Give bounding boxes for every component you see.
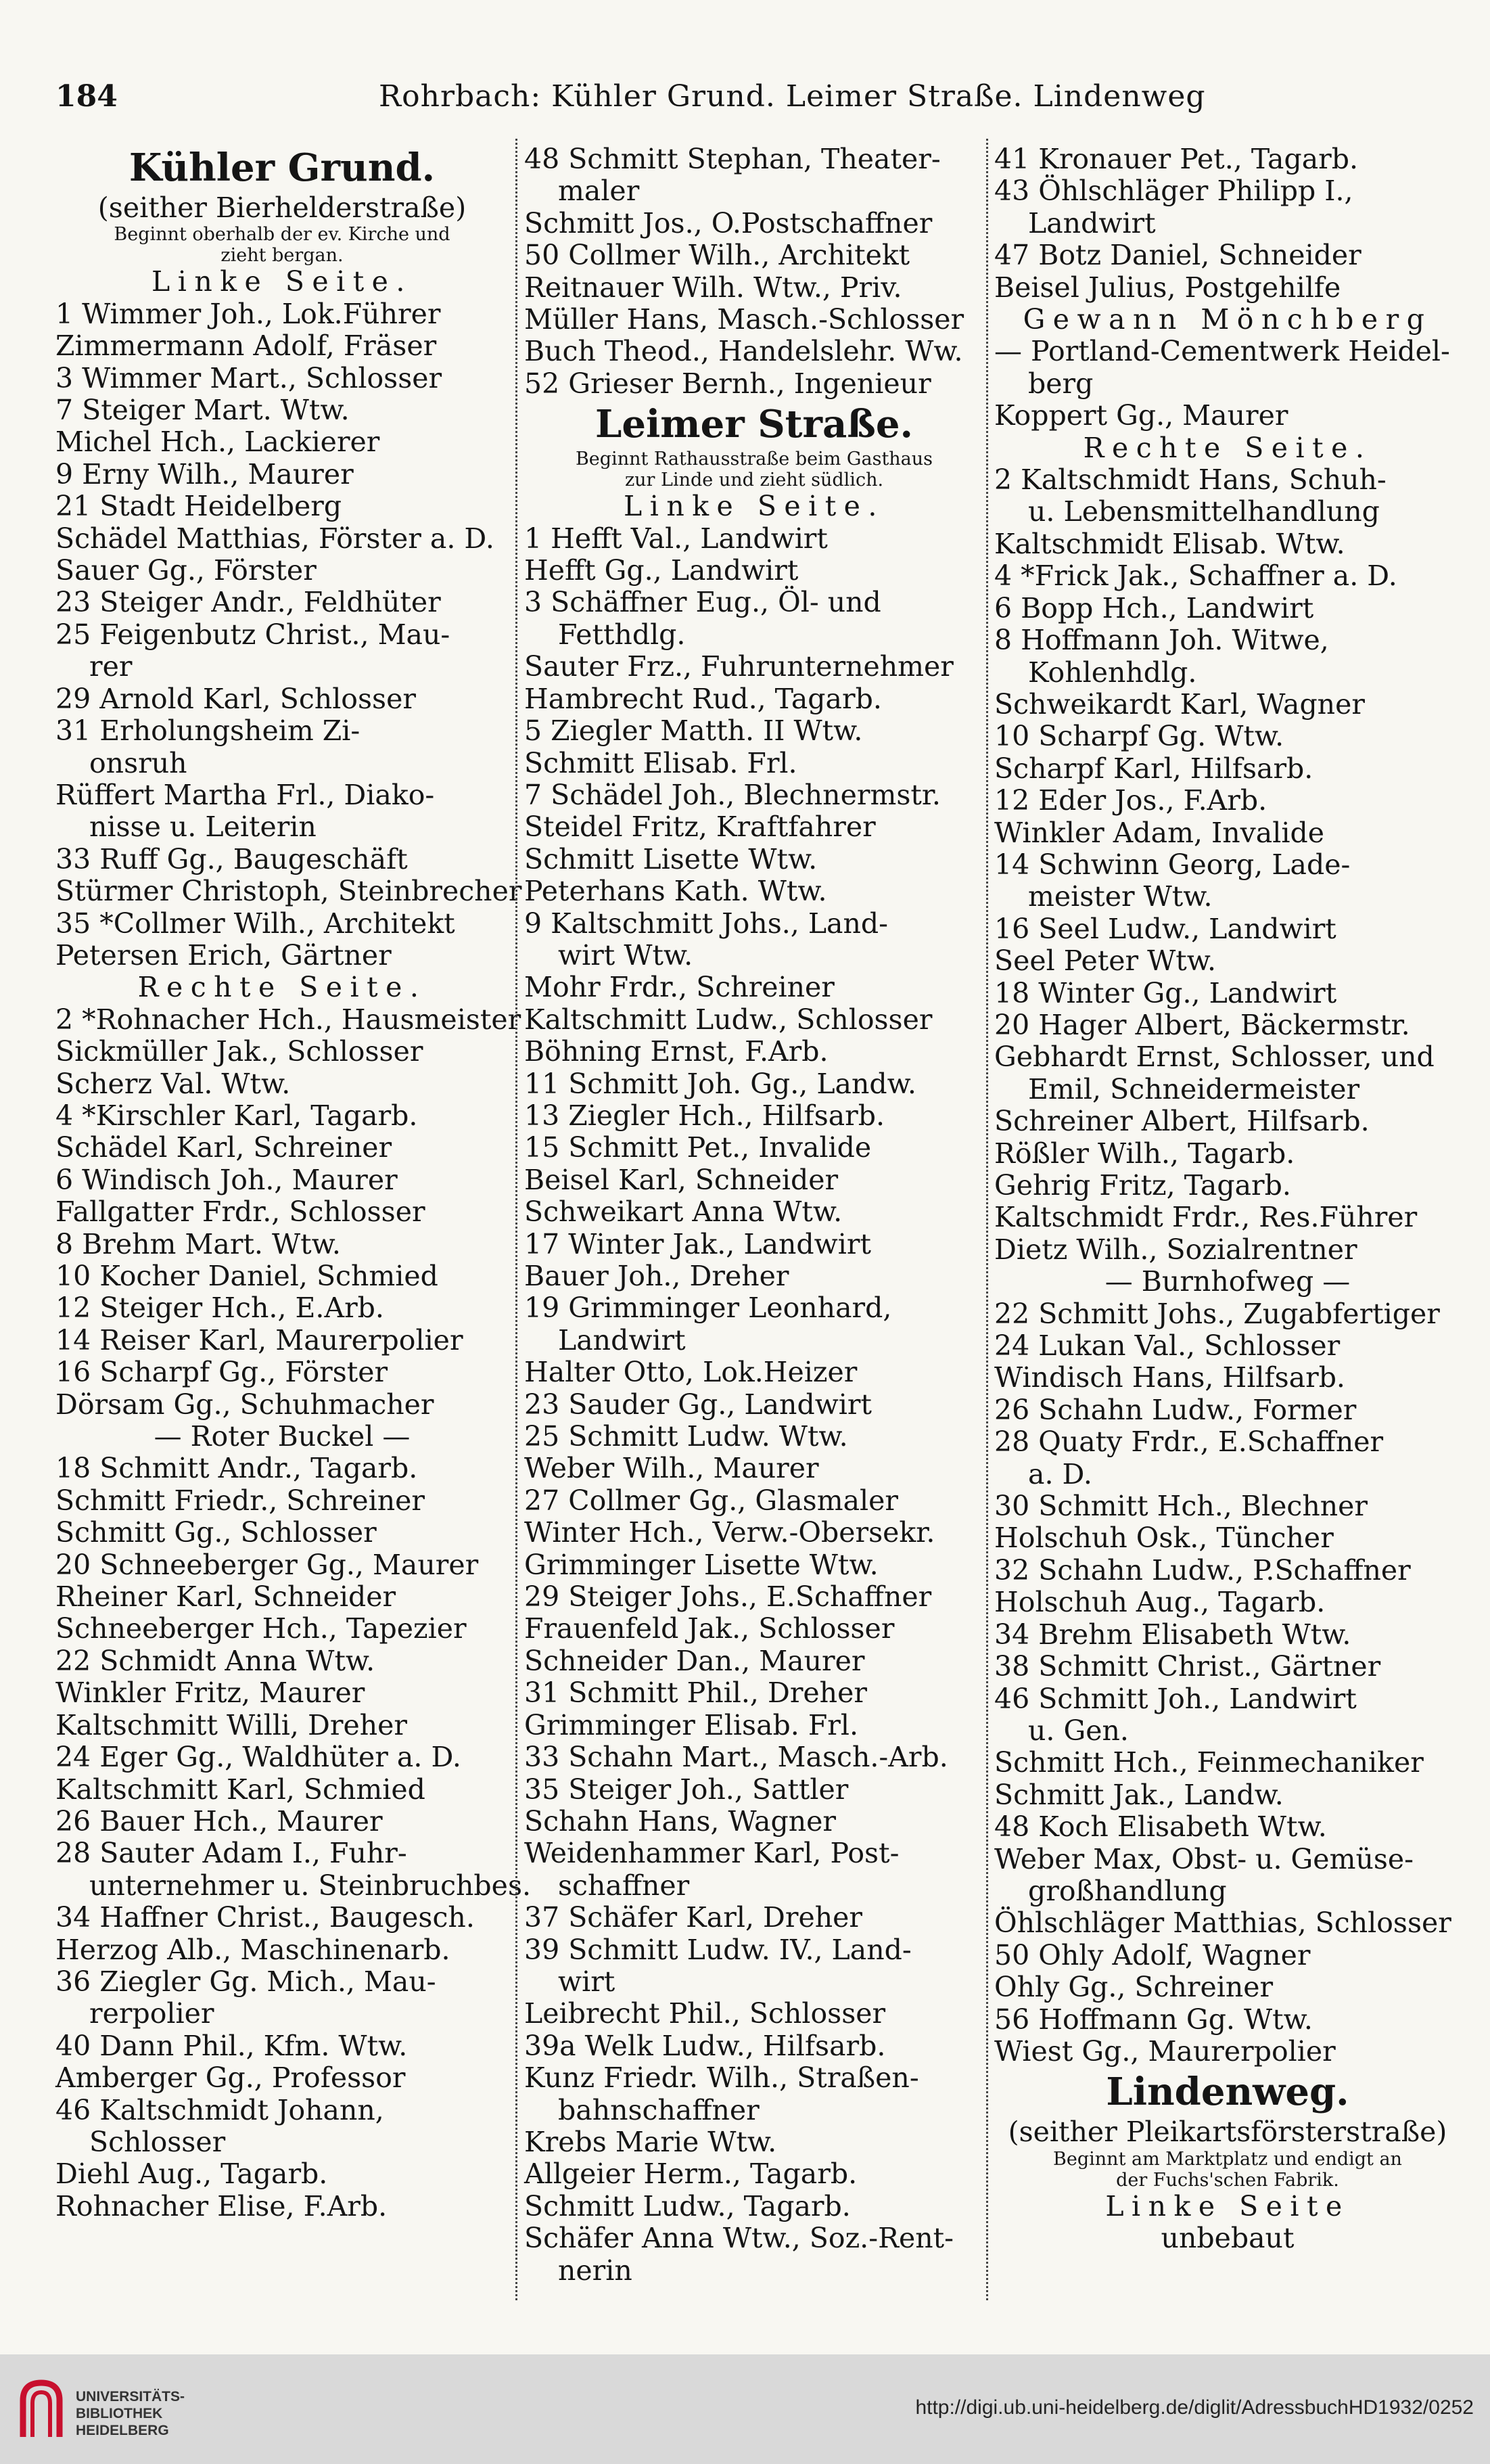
entry-line: Herzog Alb., Maschinenarb. — [55, 1933, 450, 1966]
entry-line: 10 Kocher Daniel, Schmied — [55, 1260, 438, 1292]
entry-continuation: nisse u. Leiterin — [89, 811, 317, 844]
entry-line: Scharpf Karl, Hilfsarb. — [994, 752, 1313, 785]
entry-line: 1 Hefft Val., Landwirt — [524, 522, 828, 555]
entry-line: Krebs Marie Wtw. — [524, 2125, 777, 2158]
entry-line: Koppert Gg., Maurer — [994, 399, 1288, 432]
entry-line: 3 Schäffner Eug., Öl- und — [524, 586, 881, 619]
entry-line: Schmitt Hch., Feinmechaniker — [994, 1746, 1424, 1779]
entry-line: 33 Ruff Gg., Baugeschäft — [55, 842, 408, 875]
entry-line: 9 Kaltschmitt Johs., Land- — [524, 907, 889, 940]
entry-line: 6 Bopp Hch., Landwirt — [994, 591, 1314, 624]
entry-line: Weber Max, Obst- u. Gemüse- — [994, 1842, 1414, 1875]
entry-line: 1 Wimmer Joh., Lok.Führer — [55, 297, 441, 330]
entry-continuation: berg — [1028, 367, 1094, 400]
entry-line: 28 Sauter Adam I., Fuhr- — [55, 1837, 407, 1870]
entry-line: Grimminger Elisab. Frl. — [524, 1708, 859, 1741]
entry-continuation: maler — [558, 175, 640, 208]
entry-line: Schmitt Jak., Landw. — [994, 1778, 1284, 1811]
entry-line: Schäfer Anna Wtw., Soz.-Rent- — [524, 2222, 954, 2255]
subheading: unbebaut — [1161, 2222, 1295, 2255]
entry-line: 34 Brehm Elisabeth Wtw. — [994, 1618, 1351, 1651]
entry-line: Allgeier Herm., Tagarb. — [524, 2158, 858, 2191]
entry-line: 18 Winter Gg., Landwirt — [994, 976, 1337, 1009]
entry-line: 32 Schahn Ludw., P.Schaffner — [994, 1553, 1411, 1587]
entry-line: Mohr Frdr., Schreiner — [524, 971, 835, 1004]
entry-line: 25 Schmitt Ludw. Wtw. — [524, 1420, 848, 1453]
street-description: zur Linde und zieht südlich. — [624, 470, 884, 491]
entry-line: Kaltschmitt Karl, Schmied — [55, 1773, 425, 1806]
entry-line: 9 Erny Wilh., Maurer — [55, 457, 354, 490]
street-description: Beginnt oberhalb der ev. Kirche und — [114, 224, 450, 246]
entry-line: Winkler Fritz, Maurer — [55, 1676, 365, 1710]
entry-line: 48 Koch Elisabeth Wtw. — [994, 1810, 1327, 1844]
entry-line: 48 Schmitt Stephan, Theater- — [524, 143, 941, 175]
entry-line: 52 Grieser Bernh., Ingenieur — [524, 367, 931, 400]
entry-line: 34 Haffner Christ., Baugesch. — [55, 1901, 475, 1934]
entry-line: Sickmüller Jak., Schlosser — [55, 1035, 423, 1068]
entry-line: 20 Schneeberger Gg., Maurer — [55, 1548, 479, 1581]
entry-continuation: unternehmer u. Steinbruchbes. — [89, 1869, 532, 1902]
entry-line: 10 Scharpf Gg. Wtw. — [994, 720, 1284, 753]
entry-continuation: u. Lebensmittelhandlung — [1028, 495, 1380, 528]
entry-line: Windisch Hans, Hilfsarb. — [994, 1361, 1345, 1394]
entry-line: Schmitt Friedr., Schreiner — [55, 1484, 425, 1517]
entry-line: 22 Schmidt Anna Wtw. — [55, 1644, 375, 1677]
entry-line: — Portland-Cementwerk Heidel- — [994, 335, 1450, 368]
entry-line: 14 Schwinn Georg, Lade- — [994, 848, 1351, 881]
entry-line: 37 Schäfer Karl, Dreher — [524, 1901, 863, 1934]
entry-line: Gebhardt Ernst, Schlosser, und — [994, 1041, 1435, 1074]
entry-line: Böhning Ernst, F.Arb. — [524, 1035, 829, 1068]
entry-line: 22 Schmitt Johs., Zugabfertiger — [994, 1297, 1440, 1330]
entry-line: Kaltschmitt Willi, Dreher — [55, 1708, 407, 1741]
section-heading: Rechte Seite. — [137, 971, 427, 1004]
entry-continuation: schaffner — [558, 1869, 690, 1902]
entry-line: Amberger Gg., Professor — [55, 2061, 406, 2095]
entry-line: Ohly Gg., Schreiner — [994, 1971, 1274, 2004]
entry-line: 18 Schmitt Andr., Tagarb. — [55, 1452, 418, 1485]
entry-line: 11 Schmitt Joh. Gg., Landw. — [524, 1067, 916, 1100]
entry-line: 29 Steiger Johs., E.Schaffner — [524, 1580, 932, 1614]
entry-line: 36 Ziegler Gg. Mich., Mau- — [55, 1965, 436, 1998]
entry-line: 15 Schmitt Pet., Invalide — [524, 1131, 872, 1164]
entry-line: 41 Kronauer Pet., Tagarb. — [994, 143, 1359, 175]
entry-line: 4 *Kirschler Karl, Tagarb. — [55, 1099, 418, 1132]
entry-line: Schahn Hans, Wagner — [524, 1804, 836, 1838]
entry-continuation: u. Gen. — [1028, 1714, 1129, 1747]
entry-line: 46 Kaltschmidt Johann, — [55, 2093, 384, 2126]
entry-line: 2 Kaltschmidt Hans, Schuh- — [994, 463, 1387, 497]
entry-line: Winter Hch., Verw.-Obersekr. — [524, 1516, 935, 1549]
entry-line: 25 Feigenbutz Christ., Mau- — [55, 618, 450, 651]
entry-line: 6 Windisch Joh., Maurer — [55, 1163, 398, 1196]
street-title: Leimer Straße. — [595, 402, 913, 447]
library-name-line2: BIBLIOTHEK — [76, 2406, 163, 2421]
entry-line: 23 Steiger Andr., Feldhüter — [55, 586, 441, 619]
entry-line: Petersen Erich, Gärtner — [55, 938, 392, 972]
entry-continuation: wirt — [558, 1965, 615, 1998]
entry-line: Schädel Matthias, Förster a. D. — [55, 522, 494, 555]
entry-line: Rüffert Martha Frl., Diako- — [55, 778, 435, 811]
entry-line: Wiest Gg., Maurerpolier — [994, 2034, 1336, 2068]
entry-continuation: Landwirt — [558, 1323, 686, 1356]
entry-line: Beisel Julius, Postgehilfe — [994, 271, 1341, 304]
entry-line: Sauer Gg., Förster — [55, 554, 317, 587]
entry-line: Halter Otto, Lok.Heizer — [524, 1356, 858, 1389]
entry-line: Zimmermann Adolf, Fräser — [55, 329, 437, 363]
entry-line: 50 Ohly Adolf, Wagner — [994, 1938, 1311, 1971]
entry-line: 30 Schmitt Hch., Blechner — [994, 1490, 1368, 1523]
entry-continuation: Landwirt — [1028, 206, 1156, 239]
entry-continuation: wirt Wtw. — [558, 938, 693, 972]
entry-line: Frauenfeld Jak., Schlosser — [524, 1612, 895, 1645]
entry-line: 7 Schädel Joh., Blechnermstr. — [524, 778, 941, 811]
entry-line: 19 Grimminger Leonhard, — [524, 1292, 892, 1325]
entry-line: 4 *Frick Jak., Schaffner a. D. — [994, 560, 1397, 593]
column-divider-right — [986, 139, 988, 2300]
entry-line: 12 Eder Jos., F.Arb. — [994, 784, 1267, 817]
entry-line: Schmitt Elisab. Frl. — [524, 746, 797, 779]
entry-line: Seel Peter Wtw. — [994, 944, 1217, 978]
entry-line: Kunz Friedr. Wilh., Straßen- — [524, 2061, 919, 2095]
viewer-footer — [0, 2354, 1490, 2464]
entry-line: Müller Hans, Masch.-Schlosser — [524, 303, 964, 336]
entry-line: Schweikardt Karl, Wagner — [994, 687, 1365, 721]
entry-line: 12 Steiger Hch., E.Arb. — [55, 1292, 384, 1325]
library-name-line1: UNIVERSITÄTS- — [76, 2389, 185, 2404]
entry-continuation: nerin — [558, 2254, 632, 2287]
entry-line: 31 Schmitt Phil., Dreher — [524, 1676, 867, 1710]
entry-line: Weber Wilh., Maurer — [524, 1452, 819, 1485]
entry-line: 24 Eger Gg., Waldhüter a. D. — [55, 1741, 461, 1774]
running-head: Rohrbach: Kühler Grund. Leimer Straße. Lindenweg — [379, 79, 1206, 114]
section-heading: Linke Seite. — [152, 265, 413, 298]
entry-continuation: Fetthdlg. — [558, 618, 686, 651]
source-url-link[interactable]: http://digi.ub.uni-heidelberg.de/diglit/AdressbuchHD1932/0252 — [915, 2396, 1474, 2419]
entry-line: Leibrecht Phil., Schlosser — [524, 1997, 886, 2030]
entry-line: 21 Stadt Heidelberg — [55, 490, 342, 523]
subheading: (seither Bierhelderstraße) — [97, 191, 467, 224]
entry-line: Gehrig Fritz, Tagarb. — [994, 1169, 1291, 1202]
entry-line: Buch Theod., Handelslehr. Ww. — [524, 335, 963, 368]
entry-line: 43 Öhlschläger Philipp I., — [994, 175, 1353, 208]
entry-line: Schweikart Anna Wtw. — [524, 1195, 843, 1229]
entry-line: Grimminger Lisette Wtw. — [524, 1548, 879, 1581]
street-description: zieht bergan. — [220, 245, 344, 267]
entry-line: 39a Welk Ludw., Hilfsarb. — [524, 2029, 886, 2062]
entry-line: Schneider Dan., Maurer — [524, 1644, 865, 1677]
entry-line: 26 Schahn Ludw., Former — [994, 1393, 1357, 1426]
entry-line: Diehl Aug., Tagarb. — [55, 2158, 328, 2191]
entry-continuation: onsruh — [89, 746, 187, 779]
entry-line: 50 Collmer Wilh., Architekt — [524, 239, 910, 272]
entry-line: 16 Scharpf Gg., Förster — [55, 1356, 388, 1389]
column-middle — [524, 143, 984, 2287]
street-description: der Fuchs'schen Fabrik. — [1116, 2169, 1339, 2191]
entry-line: 26 Bauer Hch., Maurer — [55, 1804, 383, 1838]
subheading: (seither Pleikartsförsterstraße) — [1008, 2116, 1447, 2149]
entry-line: Kaltschmitt Ludw., Schlosser — [524, 1003, 933, 1036]
entry-line: 8 Hoffmann Joh. Witwe, — [994, 624, 1329, 657]
entry-line: Schmitt Ludw., Tagarb. — [524, 2189, 851, 2222]
column-right — [994, 143, 1461, 2255]
entry-line: 13 Ziegler Hch., Hilfsarb. — [524, 1099, 885, 1132]
entry-line: Winkler Adam, Invalide — [994, 816, 1324, 849]
street-description: Beginnt am Marktplatz und endigt an — [1053, 2148, 1402, 2170]
entry-line: Sauter Frz., Fuhrunternehmer — [524, 650, 954, 683]
column-left — [55, 143, 532, 2222]
entry-continuation: meister Wtw. — [1028, 880, 1213, 913]
entry-continuation: bahnschaffner — [558, 2093, 760, 2126]
entry-line: 20 Hager Albert, Bäckermstr. — [994, 1008, 1410, 1041]
entry-line: 16 Seel Ludw., Landwirt — [994, 912, 1336, 945]
entry-line: Weidenhammer Karl, Post- — [524, 1837, 900, 1870]
entry-line: Rohnacher Elise, F.Arb. — [55, 2189, 388, 2222]
university-library-logo-icon — [18, 2377, 65, 2442]
entry-line: Hambrecht Rud., Tagarb. — [524, 682, 882, 715]
entry-line: Schmitt Jos., O.Postschaffner — [524, 206, 933, 239]
entry-line: Schneeberger Hch., Tapezier — [55, 1612, 467, 1645]
entry-line: Bauer Joh., Dreher — [524, 1260, 789, 1292]
entry-continuation: großhandlung — [1028, 1874, 1227, 1907]
entry-line: Scherz Val. Wtw. — [55, 1067, 291, 1100]
subheading: — Roter Buckel — — [154, 1420, 411, 1453]
library-name-line3: HEIDELBERG — [76, 2423, 169, 2438]
column-divider-left — [515, 139, 517, 2300]
entry-line: Kaltschmidt Frdr., Res.Führer — [994, 1201, 1418, 1234]
page-number: 184 — [55, 79, 118, 114]
section-heading: Linke Seite — [1105, 2189, 1350, 2222]
entry-line: Steidel Fritz, Kraftfahrer — [524, 811, 876, 844]
entry-line: 5 Ziegler Matth. II Wtw. — [524, 714, 863, 748]
entry-line: 7 Steiger Mart. Wtw. — [55, 394, 350, 427]
entry-line: Peterhans Kath. Wtw. — [524, 875, 827, 908]
entry-line: Reitnauer Wilh. Wtw., Priv. — [524, 271, 902, 304]
entry-line: 29 Arnold Karl, Schlosser — [55, 682, 416, 715]
entry-line: 56 Hoffmann Gg. Wtw. — [994, 2003, 1313, 2036]
entry-line: 2 *Rohnacher Hch., Hausmeister — [55, 1003, 521, 1036]
entry-line: 3 Wimmer Mart., Schlosser — [55, 361, 442, 394]
entry-line: Schädel Karl, Schreiner — [55, 1131, 392, 1164]
entry-line: Rheiner Karl, Schneider — [55, 1580, 396, 1614]
street-description: Beginnt Rathausstraße beim Gasthaus — [575, 449, 933, 470]
entry-line: Dörsam Gg., Schuhmacher — [55, 1388, 434, 1421]
street-title: Kühler Grund. — [129, 145, 436, 190]
entry-line: Stürmer Christoph, Steinbrecher — [55, 875, 522, 908]
entry-line: Beisel Karl, Schneider — [524, 1163, 839, 1196]
street-title: Lindenweg. — [1106, 2070, 1349, 2115]
entry-line: 24 Lukan Val., Schlosser — [994, 1329, 1341, 1363]
entry-line: Schmitt Lisette Wtw. — [524, 842, 818, 875]
entry-line: Holschuh Aug., Tagarb. — [994, 1586, 1326, 1619]
entry-line: Dietz Wilh., Sozialrentner — [994, 1233, 1357, 1266]
entry-continuation: Schlosser — [89, 2125, 226, 2158]
entry-line: 23 Sauder Gg., Landwirt — [524, 1388, 872, 1421]
entry-line: 14 Reiser Karl, Maurerpolier — [55, 1323, 463, 1356]
entry-line: Fallgatter Frdr., Schlosser — [55, 1195, 425, 1229]
entry-line: 28 Quaty Frdr., E.Schaffner — [994, 1425, 1384, 1459]
entry-line: 27 Collmer Gg., Glasmaler — [524, 1484, 898, 1517]
entry-line: 38 Schmitt Christ., Gärtner — [994, 1650, 1381, 1683]
entry-line: 46 Schmitt Joh., Landwirt — [994, 1682, 1357, 1715]
entry-line: Schreiner Albert, Hilfsarb. — [994, 1105, 1370, 1138]
entry-line: Michel Hch., Lackierer — [55, 426, 380, 459]
entry-continuation: rerpolier — [89, 1997, 214, 2030]
entry-continuation: a. D. — [1028, 1457, 1092, 1490]
entry-line: Holschuh Osk., Tüncher — [994, 1522, 1334, 1555]
section-heading: Linke Seite. — [624, 490, 885, 523]
entry-continuation: rer — [89, 650, 133, 683]
section-heading: Rechte Seite. — [1083, 431, 1372, 464]
entry-line: Schmitt Gg., Schlosser — [55, 1516, 377, 1549]
entry-line: Hefft Gg., Landwirt — [524, 554, 799, 587]
entry-line: Öhlschläger Matthias, Schlosser — [994, 1907, 1451, 1940]
entry-line: 35 Steiger Joh., Sattler — [524, 1773, 849, 1806]
entry-continuation: Kohlenhdlg. — [1028, 656, 1197, 689]
entry-line: 17 Winter Jak., Landwirt — [524, 1227, 871, 1260]
entry-line: 31 Erholungsheim Zi- — [55, 714, 360, 748]
entry-line: 8 Brehm Mart. Wtw. — [55, 1227, 341, 1260]
entry-line: Kaltschmidt Elisab. Wtw. — [994, 527, 1345, 560]
entry-line: 39 Schmitt Ludw. IV., Land- — [524, 1933, 912, 1966]
entry-line: Rößler Wilh., Tagarb. — [994, 1137, 1295, 1170]
entry-line: 40 Dann Phil., Kfm. Wtw. — [55, 2029, 408, 2062]
entry-line: 47 Botz Daniel, Schneider — [994, 239, 1361, 272]
entry-continuation: Emil, Schneidermeister — [1028, 1072, 1360, 1105]
subheading: — Burnhofweg — — [1104, 1265, 1351, 1298]
section-heading: Gewann Mönchberg — [1023, 303, 1433, 336]
entry-line: 33 Schahn Mart., Masch.-Arb. — [524, 1741, 948, 1774]
entry-line: 35 *Collmer Wilh., Architekt — [55, 907, 455, 940]
